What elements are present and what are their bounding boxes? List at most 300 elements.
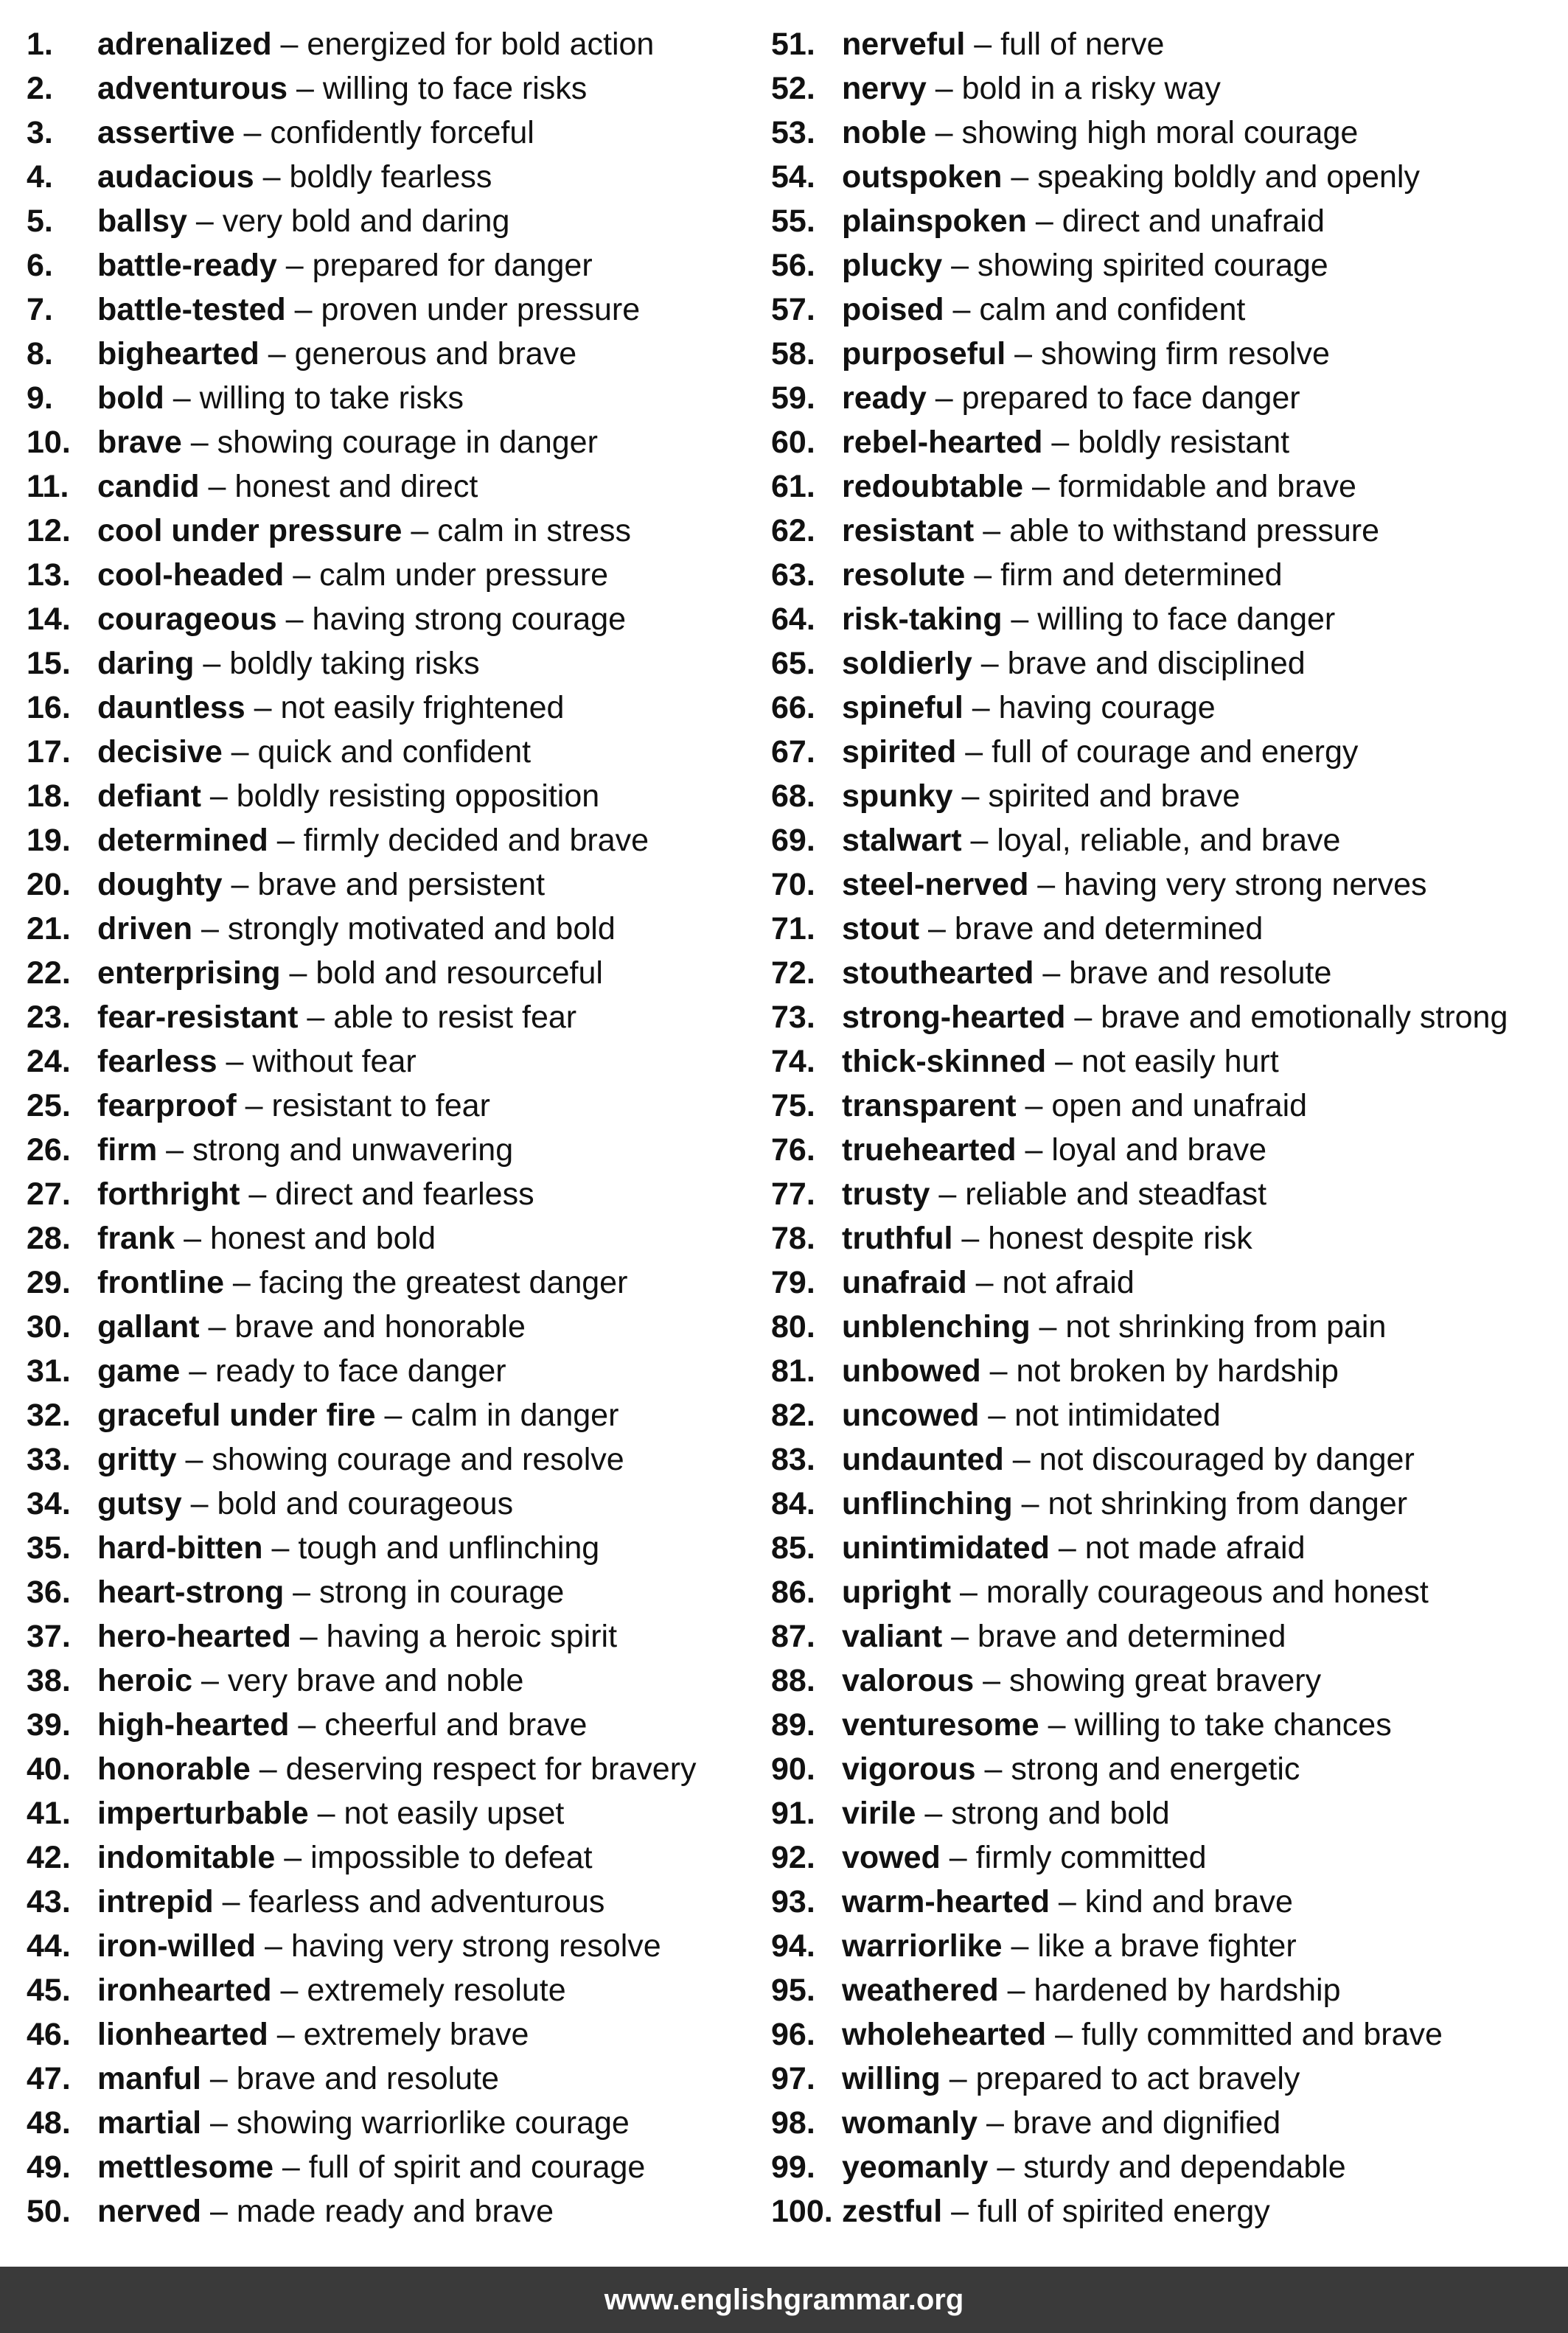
list-item (771, 1084, 1564, 1128)
list-item-definition: like a brave fighter (1037, 1928, 1297, 1964)
list-item-word: resolute (842, 557, 966, 593)
list-item-definition: hardened by hardship (1034, 1973, 1341, 2008)
list-item-word: valorous (842, 1663, 975, 1698)
list-item-separator: – (240, 1176, 276, 1212)
list-item-number: 77. (771, 1176, 815, 1212)
list-item-number: 47. (27, 2061, 71, 2096)
list-item-word: lionhearted (97, 2017, 268, 2052)
list-item (771, 1393, 1564, 1437)
list-item-definition: open and unafraid (1051, 1088, 1308, 1123)
list-item (771, 1659, 1564, 1703)
list-item-definition: full of courage and energy (992, 734, 1359, 770)
list-item-word: defiant (97, 778, 201, 814)
list-item (771, 1747, 1564, 1791)
list-item (27, 22, 764, 66)
list-item (27, 1305, 764, 1349)
list-item (27, 1791, 764, 1835)
list-item-definition: honest and bold (209, 1221, 436, 1256)
list-item-separator: – (1026, 203, 1062, 239)
list-item-separator: – (972, 646, 1008, 681)
list-item-word: enterprising (97, 955, 281, 991)
list-item (771, 2012, 1564, 2057)
list-item (27, 818, 764, 862)
list-item-number: 55. (771, 203, 815, 239)
list-item-text (842, 686, 1216, 730)
list-item-number: 82. (771, 1398, 815, 1433)
list-item-number: 11. (27, 469, 69, 504)
list-item (771, 553, 1564, 597)
list-item-definition: generous and brave (294, 336, 577, 372)
list-item-number: 56. (771, 248, 815, 283)
list-item-word: intrepid (97, 1884, 214, 1919)
list-item-definition: having courage (998, 690, 1216, 725)
list-item-text (97, 1791, 564, 1835)
list-item-definition: bold in a risky way (961, 71, 1221, 106)
list-item-definition: tough and unflinching (298, 1530, 600, 1566)
list-item-text (842, 420, 1289, 464)
list-item-number: 78. (771, 1221, 815, 1256)
list-item-word: stalwart (842, 823, 962, 858)
list-item (771, 1172, 1564, 1216)
list-item-definition: energized for bold action (307, 27, 655, 62)
list-item-text (842, 862, 1427, 907)
list-item-text (97, 818, 649, 862)
list-item-text (842, 1437, 1415, 1482)
list-item-definition: speaking boldly and openly (1037, 159, 1420, 195)
list-item (771, 774, 1564, 818)
list-item (771, 155, 1564, 199)
list-item-word: spineful (842, 690, 964, 725)
list-item-number: 42. (27, 1840, 71, 1875)
list-item-definition: full of spirit and courage (308, 2149, 646, 2185)
list-item-definition: having very strong nerves (1064, 867, 1427, 902)
list-item-definition: morally courageous and honest (986, 1574, 1429, 1610)
list-item-number: 35. (27, 1530, 71, 1566)
list-item (771, 730, 1564, 774)
list-item-separator: – (1016, 1088, 1052, 1123)
list-item-definition: strong and unwavering (192, 1132, 514, 1168)
list-item-word: uncowed (842, 1398, 980, 1433)
list-item-number: 30. (27, 1309, 71, 1345)
list-item-definition: firm and determined (1000, 557, 1283, 593)
list-item (771, 2057, 1564, 2101)
list-item-number: 15. (27, 646, 71, 681)
list-item-separator: – (998, 1973, 1034, 2008)
list-item-definition: showing courage in danger (217, 425, 598, 460)
list-item-text (97, 1349, 506, 1393)
list-item-separator: – (979, 1398, 1015, 1433)
list-item-separator: – (1003, 1442, 1039, 1477)
list-item-separator: – (980, 1353, 1017, 1389)
list-item-definition: without fear (252, 1044, 417, 1079)
list-item-separator: – (289, 1707, 325, 1743)
list-item-number: 84. (771, 1486, 815, 1521)
list-item-text (842, 774, 1240, 818)
list-item-text (97, 1659, 523, 1703)
list-item-number: 97. (771, 2061, 815, 2096)
list-item-definition: resistant to fear (271, 1088, 490, 1123)
list-item-number: 81. (771, 1353, 815, 1389)
list-item (771, 1349, 1564, 1393)
list-item-separator: – (926, 380, 962, 416)
list-item-definition: brave and resolute (236, 2061, 499, 2096)
list-item-definition: able to resist fear (333, 1000, 577, 1035)
list-item-word: wholehearted (842, 2017, 1047, 2052)
list-item-separator: – (271, 27, 307, 62)
list-item (27, 155, 764, 199)
list-item-text (842, 1260, 1135, 1305)
list-item (771, 1968, 1564, 2012)
list-item-definition: bold and courageous (217, 1486, 514, 1521)
list-item (771, 66, 1564, 111)
list-item (771, 1614, 1564, 1659)
list-item-definition: not intimidated (1014, 1398, 1221, 1433)
list-item-number: 63. (771, 557, 815, 593)
list-item (27, 1747, 764, 1791)
list-item-definition: having very strong resolve (290, 1928, 661, 1964)
list-item (27, 464, 764, 509)
list-item-separator: – (951, 1574, 986, 1610)
list-item (27, 2012, 764, 2057)
list-item-text (842, 1526, 1305, 1570)
list-item-word: doughty (97, 867, 223, 902)
list-item-word: heart-strong (97, 1574, 285, 1610)
list-item-separator: – (236, 1088, 272, 1123)
list-item-separator: – (254, 159, 290, 195)
list-item (771, 332, 1564, 376)
list-item-number: 31. (27, 1353, 71, 1389)
list-item-text (842, 2145, 1346, 2189)
list-item-definition: formidable and brave (1058, 469, 1356, 504)
list-item-number: 86. (771, 1574, 815, 1610)
list-item-text (842, 1791, 1170, 1835)
list-item-definition: loyal, reliable, and brave (997, 823, 1341, 858)
list-item-definition: brave and determined (954, 911, 1264, 946)
list-item-word: stout (842, 911, 920, 946)
list-item-text (97, 22, 654, 66)
list-item-separator: – (952, 1221, 989, 1256)
list-item (27, 66, 764, 111)
list-item-text (97, 376, 464, 420)
list-item-definition: brave and emotionally strong (1101, 1000, 1508, 1035)
list-item-number: 46. (27, 2017, 71, 2052)
list-item-number: 38. (27, 1663, 71, 1698)
list-item-number: 16. (27, 690, 71, 725)
list-item-separator: – (298, 1000, 334, 1035)
list-item-text (97, 1703, 587, 1747)
list-item-text (842, 907, 1263, 951)
list-item (27, 111, 764, 155)
list-item (27, 1393, 764, 1437)
list-item-definition: brave and resolute (1069, 955, 1332, 991)
list-item-text (97, 332, 576, 376)
list-item-text (97, 2057, 499, 2101)
list-item-definition: firmly decided and brave (303, 823, 649, 858)
list-item (27, 2189, 764, 2233)
list-item (771, 1216, 1564, 1260)
list-item-number: 72. (771, 955, 815, 991)
list-item-word: trusty (842, 1176, 930, 1212)
list-item-word: unafraid (842, 1265, 967, 1300)
list-item-number: 76. (771, 1132, 815, 1168)
list-item (27, 1216, 764, 1260)
list-item-text (97, 774, 599, 818)
list-item (27, 1482, 764, 1526)
list-item-definition: showing high moral courage (961, 115, 1359, 150)
list-item-text (842, 1305, 1386, 1349)
list-item-number: 94. (771, 1928, 815, 1964)
list-item-text (842, 1703, 1392, 1747)
list-item (27, 1570, 764, 1614)
list-item-number: 65. (771, 646, 815, 681)
list-item-number: 79. (771, 1265, 815, 1300)
list-item-word: honorable (97, 1751, 251, 1787)
list-item (27, 509, 764, 553)
list-item-separator: – (1030, 1309, 1066, 1345)
list-item-word: heroic (97, 1663, 193, 1698)
list-item-number: 54. (771, 159, 815, 195)
list-item (27, 1260, 764, 1305)
list-item-word: spunky (842, 778, 953, 814)
list-item-number: 90. (771, 1751, 815, 1787)
list-item-separator: – (988, 2149, 1024, 2185)
list-item-word: redoubtable (842, 469, 1024, 504)
list-item-separator: – (176, 1442, 212, 1477)
list-item-text (97, 1880, 604, 1924)
list-item (771, 597, 1564, 641)
list-item-separator: – (284, 557, 320, 593)
list-item (771, 2189, 1564, 2233)
list-item-word: candid (97, 469, 200, 504)
list-item-text (842, 1084, 1307, 1128)
list-item-word: vigorous (842, 1751, 976, 1787)
list-item-number: 98. (771, 2105, 815, 2141)
list-item-word: valiant (842, 1619, 943, 1654)
list-item-definition: able to withstand pressure (1009, 513, 1380, 548)
list-item-word: high-hearted (97, 1707, 290, 1743)
list-item-word: driven (97, 911, 193, 946)
list-item-number: 48. (27, 2105, 71, 2141)
list-item-number: 75. (771, 1088, 815, 1123)
list-item-number: 29. (27, 1265, 71, 1300)
list-item (27, 2145, 764, 2189)
list-item-number: 36. (27, 1574, 71, 1610)
list-item (27, 243, 764, 287)
list-item-text (842, 2101, 1280, 2145)
list-item-separator: – (1046, 1044, 1081, 1079)
list-item-number: 9. (27, 380, 53, 416)
list-item-number: 28. (27, 1221, 71, 1256)
list-item-word: determined (97, 823, 268, 858)
list-item-text (97, 199, 509, 243)
list-item-definition: firmly committed (975, 1840, 1207, 1875)
list-item-separator: – (1006, 336, 1041, 372)
list-item-number: 87. (771, 1619, 815, 1654)
list-item-text (842, 730, 1358, 774)
list-item (27, 1039, 764, 1084)
list-item-word: manful (97, 2061, 201, 2096)
list-item (27, 951, 764, 995)
list-item-separator: – (965, 557, 1001, 593)
list-item-number: 33. (27, 1442, 71, 1477)
list-item-text (97, 730, 531, 774)
list-item-number: 37. (27, 1619, 71, 1654)
list-item-text (842, 641, 1306, 686)
list-item-text (97, 1968, 566, 2012)
list-item-number: 95. (771, 1973, 815, 2008)
list-item (27, 641, 764, 686)
list-item-word: truehearted (842, 1132, 1017, 1168)
list-item-separator: – (288, 71, 323, 106)
list-item-text (842, 509, 1379, 553)
list-item-separator: – (175, 1221, 210, 1256)
list-item-text (97, 1216, 436, 1260)
list-item-word: yeomanly (842, 2149, 989, 2185)
list-item-word: fearproof (97, 1088, 237, 1123)
list-item-text (842, 66, 1221, 111)
list-item-separator: – (256, 1928, 291, 1964)
list-item-text (97, 1039, 417, 1084)
list-item-text (842, 1968, 1341, 2012)
list-item-word: hero-hearted (97, 1619, 291, 1654)
list-item-number: 24. (27, 1044, 71, 1079)
list-item (771, 1482, 1564, 1526)
list-item-number: 23. (27, 1000, 71, 1035)
list-item-definition: full of spirited energy (978, 2194, 1270, 2229)
list-item (27, 1614, 764, 1659)
list-item (771, 199, 1564, 243)
list-item-word: warriorlike (842, 1928, 1003, 1964)
list-item-text (842, 199, 1325, 243)
list-item-text (97, 1437, 624, 1482)
list-item-definition: willing to take risks (199, 380, 464, 416)
list-item-definition: extremely brave (303, 2017, 529, 2052)
list-item-word: strong-hearted (842, 1000, 1066, 1035)
list-item-definition: not shrinking from pain (1065, 1309, 1387, 1345)
list-item (27, 1880, 764, 1924)
list-item-number: 2. (27, 71, 53, 106)
list-item (27, 199, 764, 243)
list-item-word: nerveful (842, 27, 966, 62)
list-item-text (97, 1305, 526, 1349)
list-item-number: 52. (771, 71, 815, 106)
list-item-separator: – (192, 1663, 228, 1698)
list-item (27, 597, 764, 641)
list-item-word: warm-hearted (842, 1884, 1050, 1919)
list-item-text (842, 1216, 1252, 1260)
list-item-word: purposeful (842, 336, 1006, 372)
list-item-text (97, 111, 534, 155)
list-item (27, 1968, 764, 2012)
list-item-definition: calm in stress (437, 513, 632, 548)
list-item-number: 100. (771, 2194, 833, 2229)
list-item (27, 1835, 764, 1880)
list-item-separator: – (250, 1751, 286, 1787)
list-item-word: risk-taking (842, 601, 1003, 637)
list-item-text (97, 995, 576, 1039)
list-item-text (842, 2012, 1443, 2057)
list-item (771, 509, 1564, 553)
list-item-text (842, 951, 1331, 995)
list-item-word: brave (97, 425, 182, 460)
list-item-definition: boldly resistant (1078, 425, 1290, 460)
list-item (771, 1039, 1564, 1084)
list-item-text (97, 1172, 534, 1216)
list-item-definition: brave and honorable (234, 1309, 526, 1345)
list-item (27, 1349, 764, 1393)
list-item-separator: – (1039, 1707, 1075, 1743)
list-item-definition: boldly taking risks (229, 646, 480, 681)
list-item-definition: not easily frightened (280, 690, 565, 725)
list-item-word: decisive (97, 734, 223, 770)
list-item-text (97, 155, 492, 199)
list-item-word: upright (842, 1574, 952, 1610)
list-item-word: audacious (97, 159, 254, 195)
list-item-separator: – (222, 734, 258, 770)
list-item-text (842, 553, 1283, 597)
list-item-definition: brave and determined (978, 1619, 1286, 1654)
list-item-word: noble (842, 115, 927, 150)
list-item-number: 45. (27, 1973, 71, 2008)
list-item-separator: – (280, 955, 316, 991)
list-item (771, 111, 1564, 155)
list-item-number: 27. (27, 1176, 71, 1212)
list-item (27, 1172, 764, 1216)
list-item (27, 332, 764, 376)
list-item-number: 19. (27, 823, 71, 858)
list-item-separator: – (944, 292, 980, 327)
list-item-definition: not made afraid (1084, 1530, 1306, 1566)
list-item-number: 10. (27, 425, 71, 460)
list-item-number: 96. (771, 2017, 815, 2052)
list-item-definition: brave and persistent (257, 867, 546, 902)
list-item-number: 62. (771, 513, 815, 548)
list-item-text (97, 1084, 490, 1128)
list-item-separator: – (1065, 1000, 1101, 1035)
list-item-separator: – (974, 1663, 1010, 1698)
list-item (771, 287, 1564, 332)
list-item-separator: – (201, 2061, 237, 2096)
list-item-word: cool under pressure (97, 513, 403, 548)
list-item-number: 3. (27, 115, 53, 150)
list-item-separator: – (223, 1265, 259, 1300)
list-item-definition: boldly resisting opposition (236, 778, 600, 814)
list-item-separator: – (201, 2194, 237, 2229)
list-item (27, 2057, 764, 2101)
list-item (771, 1880, 1564, 1924)
list-item-word: daring (97, 646, 195, 681)
list-item-definition: brave and dignified (1012, 2105, 1281, 2141)
list-item-text (97, 287, 640, 332)
list-item-separator: – (919, 911, 955, 946)
list-item-separator: – (187, 203, 223, 239)
list-item-definition: showing firm resolve (1040, 336, 1330, 372)
list-item-separator: – (1034, 955, 1070, 991)
list-item-separator: – (285, 292, 321, 327)
list-item-number: 20. (27, 867, 71, 902)
list-item-word: unblenching (842, 1309, 1031, 1345)
list-item-word: gallant (97, 1309, 200, 1345)
list-item-number: 92. (771, 1840, 815, 1875)
list-item-number: 39. (27, 1707, 71, 1743)
list-item (27, 1526, 764, 1570)
list-item-definition: very bold and daring (222, 203, 510, 239)
list-item-separator: – (1002, 159, 1038, 195)
list-item-definition: quick and confident (257, 734, 532, 770)
list-item-word: dauntless (97, 690, 245, 725)
list-item-text (97, 1835, 593, 1880)
list-item-separator: – (268, 2017, 304, 2052)
